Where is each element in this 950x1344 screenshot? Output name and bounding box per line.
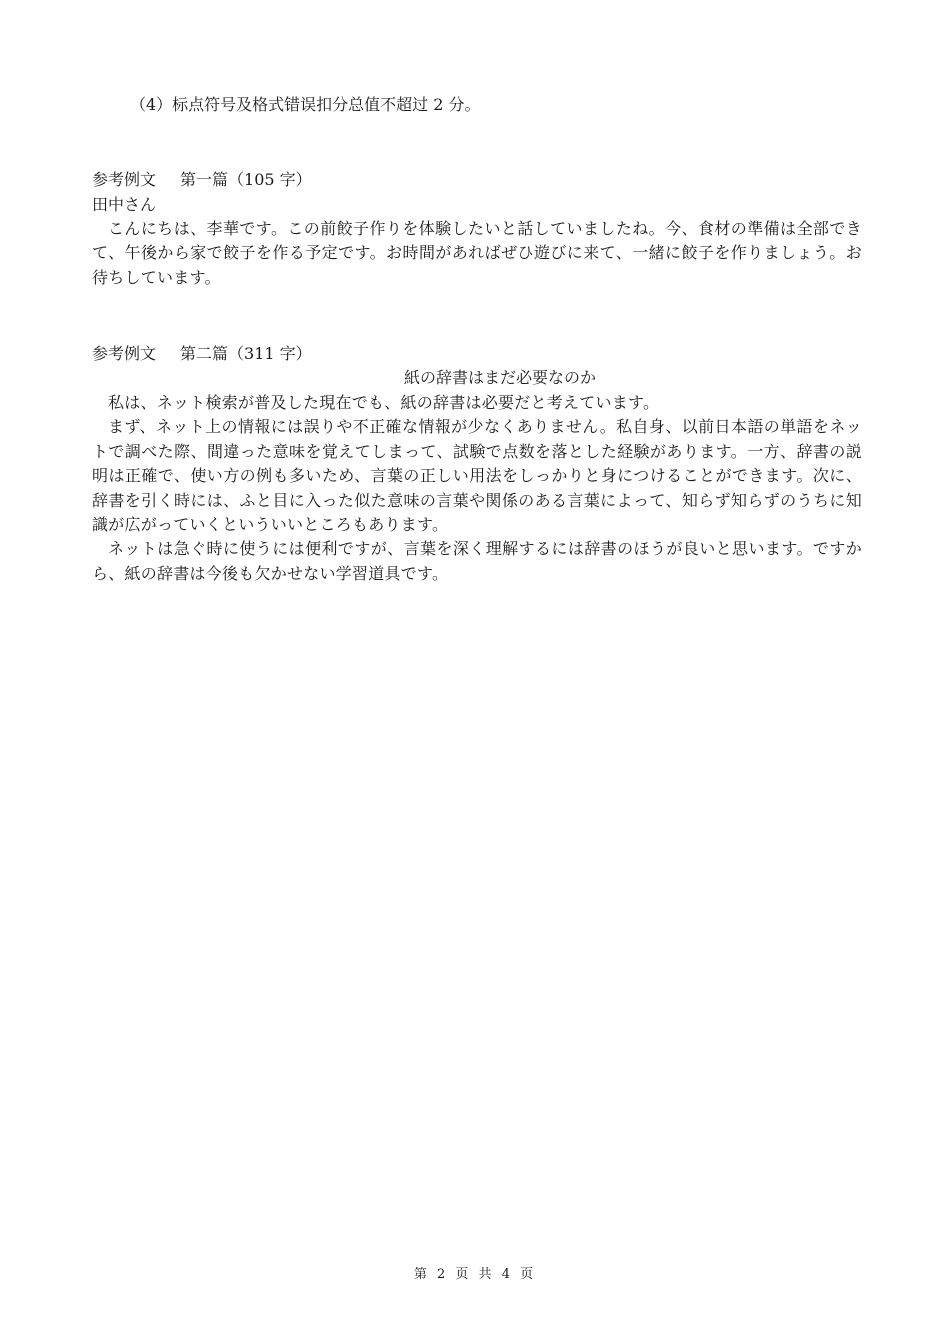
letter-salutation: 田中さん — [92, 195, 157, 214]
example-1-body — [92, 217, 862, 290]
page-number: 第 2 页 共 4 页 — [413, 1267, 537, 1282]
example-2-body — [92, 391, 862, 586]
scoring-rule-4: （4）标点符号及格式错误扣分总值不超过 2 分。 — [130, 95, 481, 114]
example-2-heading — [92, 342, 312, 366]
example-1-paragraph: こんにちは、李華です。この前餃子作りを体験したいと話していましたね。今、食材の準備は全部できて、午後から家で餃子を作る予定です。お時間があればぜひ遊びに来て、一緒に餃子を作りましょう。お待ちしています。 — [92, 219, 862, 287]
example-1-label: 参考例文 — [92, 170, 157, 189]
example-2-subtitle: 第二篇（311 字） — [180, 344, 312, 363]
essay-paragraph: まず、ネット上の情報には誤りや不正確な情報が少なくありません。私自身、以前日本語の単語をネットで調べた際、間違った意味を覚えてしまって、試験で点数を落とした経験があります。一方、辞書の説明は正確で、使い方の例も多いため、言葉の正しい用法をしっかりと身につけることができます。次に、辞書を引く時には、ふと目に入った似た意味の言葉や関係のある言葉によって、知らず知らずのうちに知識が広がっていくといういいところもあります。 — [92, 417, 862, 535]
essay-paragraph: ネットは急ぐ時に使うには便利ですが、言葉を深く理解するには辞書のほうが良いと思います。ですから、紙の辞書は今後も欠かせない学習道具です。 — [92, 539, 862, 583]
essay-title: 紙の辞書はまだ必要なのか — [403, 368, 596, 387]
example-2-label: 参考例文 — [92, 344, 157, 363]
essay-paragraph: 私は、ネット検索が普及した現在でも、紙の辞書は必要だと考えています。 — [108, 393, 660, 412]
example-1-subtitle: 第一篇（105 字） — [180, 170, 312, 189]
example-1-heading — [92, 168, 312, 192]
